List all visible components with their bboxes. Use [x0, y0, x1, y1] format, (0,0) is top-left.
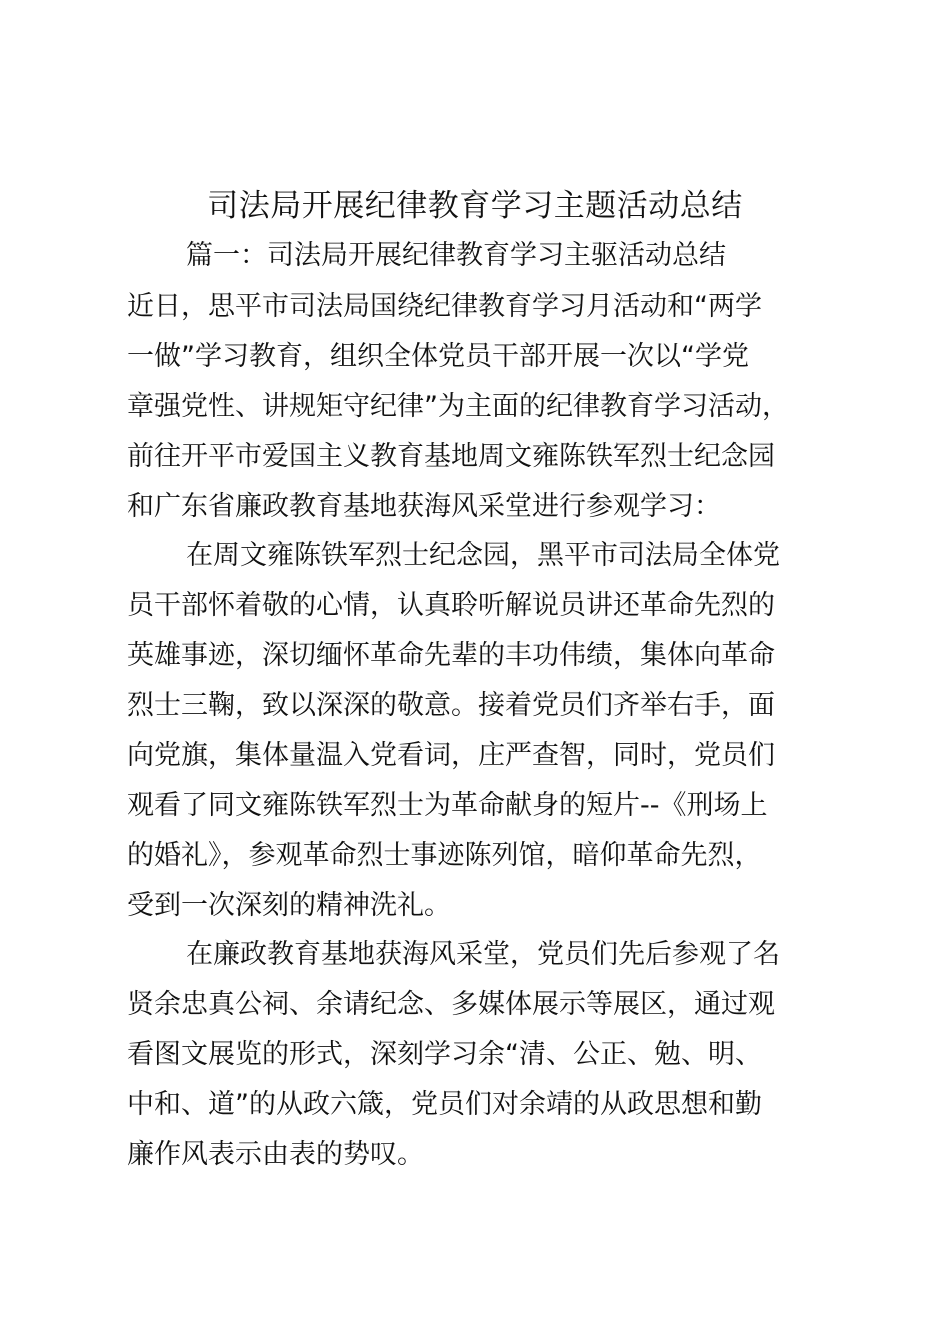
paragraph-line: 观看了同文雍陈铁军烈士为革命献身的短片--《刑场上 — [127, 790, 768, 821]
paragraph-line: 英雄事迹，深切缅怀革命先辈的丰功伟绩，集体向革命 — [127, 640, 775, 671]
paragraph-line: 前往开平市爱国主义教育基地周文雍陈铁军烈士纪念园 — [127, 441, 775, 472]
paragraph-line: 中和、道”的从政六箴，党员们对余靖的从政思想和勤 — [127, 1089, 762, 1120]
paragraph-1 — [0, 282, 789, 532]
paragraph-line: 在周文雍陈铁军烈士纪念园，黑平市司法局全体党 — [186, 540, 780, 571]
paragraph-line: 和广东省廉政教育基地获海风采堂进行参观学习： — [127, 491, 721, 522]
paragraph-line: 的婚礼》，参观革命烈士事迹陈列馆，暗仰革命先烈， — [127, 840, 762, 871]
paragraph-line: 受到一次深刻的精神洗礼。 — [127, 890, 451, 921]
document-title: 司法局开展纪律教育学习主题活动总结 — [207, 188, 743, 224]
paragraph-2 — [0, 531, 780, 931]
paragraph-line: 近日，思平市司法局国绕纪律教育学习月活动和“两学 — [127, 291, 762, 322]
document-subtitle: 篇一：司法局开展纪律教育学习主驱活动总结 — [186, 240, 726, 271]
paragraph-line: 员干部怀着敬的心情，认真聆听解说员讲还革命先烈的 — [127, 590, 775, 621]
paragraph-line: 贤余忠真公祠、余请纪念、多媒体展示等展区，通过观 — [127, 989, 775, 1020]
paragraph-line: 章强党性、讲规矩守纪律”为主面的纪律教育学习活动， — [127, 391, 789, 422]
paragraph-line: 烈士三鞠，致以深深的敬意。接着党员们齐举右手，面 — [127, 690, 775, 721]
paragraph-3 — [0, 930, 780, 1180]
paragraph-line: 一做”学习教育，组织全体党员干部开展一次以“学党 — [127, 341, 749, 372]
paragraph-line: 廉作风表示由表的势叹。 — [127, 1139, 424, 1170]
paragraph-line: 在廉政教育基地获海风采堂，党员们先后参观了名 — [186, 939, 780, 970]
paragraph-line: 向党旗，集体量温入党看词，庄严查智，同时，党员们 — [127, 740, 775, 771]
paragraph-line: 看图文展览的形式，深刻学习余“清、公正、勉、明、 — [127, 1039, 762, 1070]
